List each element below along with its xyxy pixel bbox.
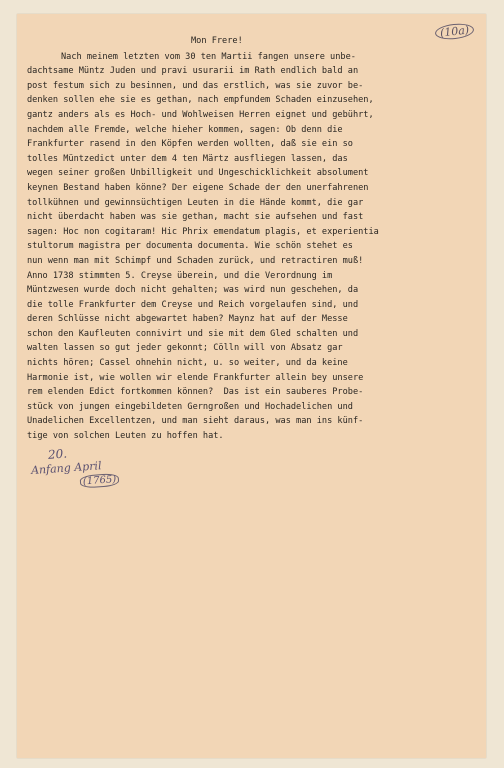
letter-line: deren Schlüsse nicht abgewartet haben? Maynz hat auf der Messe [27, 314, 348, 325]
letter-line: Nach meinem letzten vom 30 ten Martii fangen unsere unbe- [61, 51, 356, 62]
letter-line: nichts hören; Cassel ohnehin nicht, u. so weiter, und da keine [27, 358, 348, 369]
letter-line: die tolle Frankfurter dem Creyse und Reich vorgelaufen sind, und [27, 299, 359, 310]
folio-mark: (10a) [434, 22, 474, 41]
letter-line: tolles Müntzedict unter dem 4 ten Märtz ausfliegen lassen, das [27, 153, 348, 164]
note-number: 20. [47, 446, 68, 462]
letter-line: Anno 1738 stimmten 5. Creyse überein, und die Verordnung im [27, 270, 333, 281]
note-date: Anfang April [30, 459, 102, 478]
letter-line: walten lassen so gut jeder gekonnt; Cölln will von Absatz gar [27, 343, 343, 354]
letter-line: stultorum magistra per documenta documenta. Wie schön stehet es [27, 241, 353, 252]
letter-line: nachdem alle Fremde, welche hieher kommen, sagen: Ob denn die [27, 124, 343, 135]
handwritten-margin-note [30, 443, 120, 493]
letter-line: rem elenden Edict fortkommen können? Das ist ein sauberes Probe- [27, 387, 364, 398]
letter-line: sagen: Hoc non cogitaram! Hic Phrix emendatum plagis, et experientia [27, 226, 379, 237]
letter-page [17, 14, 486, 758]
letter-line: denken sollen ehe sie es gethan, nach empfundem Schaden einzusehen, [27, 95, 374, 106]
salutation: Mon Frere! [191, 36, 243, 46]
letter-line: post festum sich zu besinnen, und das erstlich, was sie zuvor be- [27, 80, 364, 91]
letter-line: Frankfurter rasend in den Köpfen werden wollten, daß sie ein so [27, 139, 353, 150]
letter-line: nicht überdacht haben was sie gethan, macht sie aufsehen und fast [27, 212, 364, 223]
letter-line: dachtsame Müntz Juden und pravi usurarii im Rath endlich bald an [27, 66, 359, 77]
letter-line: Harmonie ist, wie wollen wir elende Frankfurter allein bey unsere [27, 372, 364, 383]
letter-line: wegen seiner großen Unbilligkeit und Ungeschicklichkeit absolument [27, 168, 369, 179]
note-year: (1765) [80, 473, 120, 489]
letter-line: schon den Kaufleuten connivirt und sie mit dem Gled schalten und [27, 328, 359, 339]
letter-line: nun wenn man mit Schimpf und Schaden zurück, und retractiren muß! [27, 255, 364, 266]
letter-line: stück von jungen eingebildeten Gerngroßen und Hochadelichen und [27, 401, 353, 412]
letter-line: gantz anders als es Hoch- und Wohlweisen Herren eignet und gebührt, [27, 109, 374, 120]
letter-line: tige von solchen Leuten zu hoffen hat. [27, 431, 224, 442]
letter-line: Unadelichen Excellentzen, und man sieht daraus, was man ins künf- [27, 416, 364, 427]
letter-body [27, 34, 483, 444]
letter-line: keynen Bestand haben könne? Der eigene Schade der den unerfahrenen [27, 182, 369, 193]
letter-line: tollkühnen und gewinnsüchtigen Leuten in die Hände kommt, die gar [27, 197, 364, 208]
letter-line: Müntzwesen wurde doch nicht gehalten; was wird nun geschehen, da [27, 285, 359, 296]
